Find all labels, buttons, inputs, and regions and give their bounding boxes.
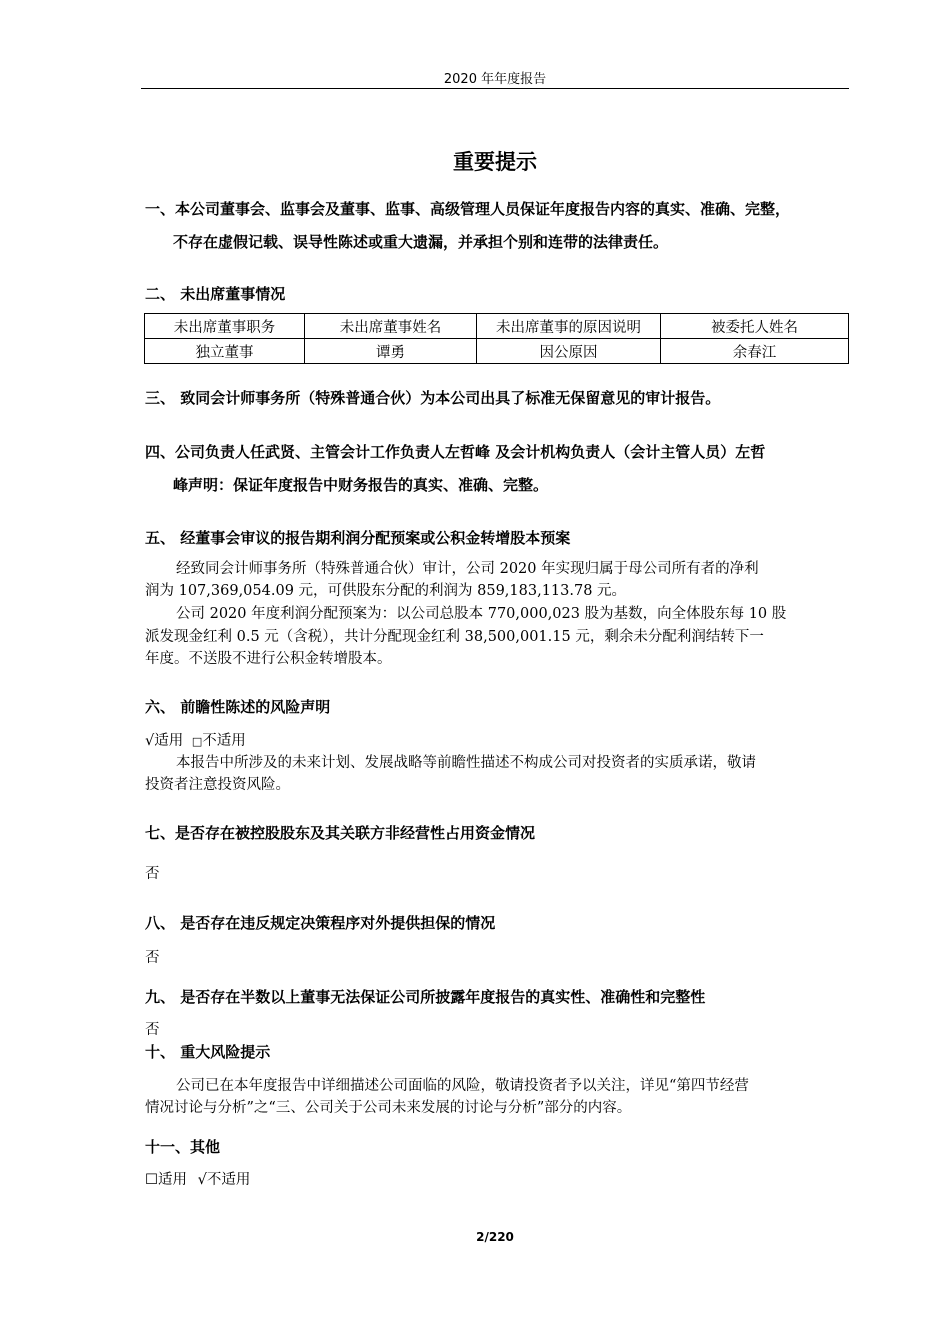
not-applicable-label: 不适用 — [206, 1172, 251, 1188]
table-header-cell: 未出席董事职务 — [145, 314, 305, 339]
section-4-line-1: 四、公司负责人任武贤、主管会计工作负责人左哲峰 及会计机构负责人（会计主管人员）左哲 — [145, 443, 766, 461]
table-cell: 谭勇 — [305, 339, 477, 364]
page-header-title: 2020 年年度报告 — [443, 72, 547, 87]
section-8-answer: 否 — [145, 950, 160, 966]
absent-directors-table — [144, 313, 849, 364]
section-6-line-1: 本报告中所涉及的未来计划、发展战略等前瞻性描述不构成公司对投资者的实质承诺，敬请 — [176, 755, 756, 771]
table-cell: 独立董事 — [145, 339, 305, 364]
checkbox-empty-icon: ☐ — [145, 1172, 158, 1188]
section-2-heading: 二、 未出席董事情况 — [145, 285, 286, 303]
section-5-para-2-line-2: 派发现金红利 0.5 元（含税），共计分配现金红利 38,500,001.15 元，剩余未分配利润结转下一 — [145, 629, 764, 645]
section-11-options — [145, 1168, 250, 1189]
header-divider — [141, 88, 849, 89]
table-header-row — [145, 314, 849, 339]
section-6-heading: 六、 前瞻性陈述的风险声明 — [145, 698, 331, 716]
section-1-line-2: 不存在虚假记载、误导性陈述或重大遗漏，并承担个别和连带的法律责任。 — [173, 233, 669, 251]
section-6-options — [145, 729, 246, 750]
table-cell: 因公原因 — [477, 339, 661, 364]
check-icon: √ — [145, 733, 155, 749]
section-7-answer: 否 — [145, 866, 160, 882]
table-header-cell: 未出席董事姓名 — [305, 314, 477, 339]
section-7-heading: 七、是否存在被控股股东及其关联方非经营性占用资金情况 — [145, 824, 536, 842]
table-row — [145, 339, 849, 364]
section-5-para-2-line-1: 公司 2020 年度利润分配预案为：以公司总股本 770,000,023 股为基数，向全体股东每 10 股 — [176, 606, 787, 622]
page-title: 重要提示 — [453, 150, 537, 174]
section-10-heading: 十、 重大风险提示 — [145, 1043, 271, 1061]
check-icon: √ — [197, 1172, 207, 1188]
applicable-label: 适用 — [154, 733, 184, 749]
table-header-cell: 被委托人姓名 — [661, 314, 849, 339]
section-5-para-1-line-1: 经致同会计师事务所（特殊普通合伙）审计，公司 2020 年实现归属于母公司所有者的净利 — [176, 561, 759, 577]
section-11-heading: 十一、其他 — [145, 1138, 221, 1156]
table-header-cell: 未出席董事的原因说明 — [477, 314, 661, 339]
not-applicable-label: 不适用 — [202, 733, 246, 749]
applicable-label: 适用 — [158, 1172, 187, 1188]
section-10-line-1: 公司已在本年度报告中详细描述公司面临的风险，敬请投资者予以关注，详见“第四节经营 — [176, 1078, 749, 1094]
section-9-heading: 九、 是否存在半数以上董事无法保证公司所披露年度报告的真实性、准确性和完整性 — [145, 988, 706, 1006]
checkbox-empty-icon: □ — [191, 735, 203, 748]
section-6-line-2: 投资者注意投资风险。 — [145, 777, 290, 793]
section-5-para-1-line-2: 润为 107,369,054.09 元，可供股东分配的利润为 859,183,113.78 元。 — [145, 583, 627, 599]
section-5-para-2-line-3: 年度。不送股不进行公积金转增股本。 — [145, 651, 392, 667]
section-5-heading: 五、 经董事会审议的报告期利润分配预案或公积金转增股本预案 — [145, 529, 571, 547]
table-cell: 余春江 — [661, 339, 849, 364]
section-4-line-2: 峰声明：保证年度报告中财务报告的真实、准确、完整。 — [173, 476, 549, 494]
section-1-line-1: 一、本公司董事会、监事会及董事、监事、高级管理人员保证年度报告内容的真实、准确、完整， — [145, 200, 791, 218]
section-8-heading: 八、 是否存在违反规定决策程序对外提供担保的情况 — [145, 914, 496, 932]
section-3-heading: 三、 致同会计师事务所（特殊普通合伙）为本公司出具了标准无保留意见的审计报告。 — [145, 389, 721, 407]
section-10-line-2: 情况讨论与分析”之“三、公司关于公司未来发展的讨论与分析”部分的内容。 — [145, 1100, 632, 1116]
page-number: 2/220 — [476, 1230, 514, 1244]
section-9-answer: 否 — [145, 1022, 160, 1038]
